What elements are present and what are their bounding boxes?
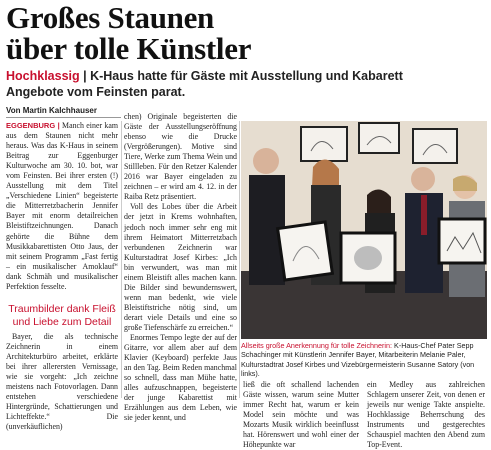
byline: Von Martin Kalchhauser bbox=[6, 106, 97, 115]
article-column-4 bbox=[367, 380, 485, 450]
subheadline-kicker: Hochklassig bbox=[6, 69, 80, 83]
lead-paragraph-text: Manch einer kam aus dem Staunen nicht mehr heraus. Was das K-Haus in seinem Beitrag zur Eggenburger Kulturwoche am 30. 10. bot, war vom Feinsten. Bei ihrer ersten (!) Ausstellung mit dem Titel „Verschiedene Linien“ begeisterte die Mitterretzbacherin Jennifer Bayer mit enorm detailreichen Bleistiftzeichnungen. Danach gehörte die Bühne dem Musikkabarettisten Otto Jaus, der mit seinem Programm „Fast fertig – ein musikalischer Amoklauf“ dank Schmäh und musikalischer Perfektion fesselte. bbox=[6, 121, 118, 291]
article-column-3 bbox=[243, 380, 359, 450]
article-column-1-continued bbox=[6, 332, 118, 432]
body-paragraph: Bayer, die als technische Zeichnerin in einem Architekturbüro arbeitet, erklärte bei ihrer allerersten Vernissage, wie sie vorgeht: „Ich zeichne meistens nach Fotovorlagen. Dann entstehen verschiedene Hintergründe, Schattierungen und Lichteffekte.“ Die (unverkäuflichen) bbox=[6, 332, 118, 432]
subheadline bbox=[6, 68, 436, 100]
headline-line-2: über tolle Künstler bbox=[6, 31, 252, 66]
caption-lead: Allseits große Anerkennung für tolle Zeichnerin: bbox=[241, 341, 393, 350]
subheadline-text: | K-Haus hatte für Gäste mit Ausstellung und Kabarett Angebote vom Feinsten parat. bbox=[6, 69, 403, 99]
byline-divider bbox=[6, 117, 121, 118]
event-photo bbox=[241, 121, 487, 339]
caption-text: K-Haus-Chef Pater Sepp Schachinger mit Künstlerin Jennifer Bayer, Mitarbeiterin Melanie Paler, Kulturstadtrat Josef Kirbes und Vizebürgermeisterin Susanne Satory (von links). bbox=[241, 341, 475, 378]
column-divider bbox=[121, 121, 122, 398]
event-photo-illustration bbox=[241, 121, 487, 339]
body-paragraph: ein Medley aus zahlreichen Schlagern unserer Zeit, von denen er jeweils nur wenige Takte anspielte. Hochklassige Beherrschung des Instruments und gestgerechtes Schauspiel machten den Abend zum Top-Event. bbox=[367, 380, 485, 450]
dateline: EGGENBURG | bbox=[6, 121, 60, 130]
body-paragraph: ließ die oft schallend lachenden Gäste wissen, warum seine Mutter immer Recht hat, warum er kein Model sein möchte und was Mozarts Musik wirklich beeinflusst hat. Hörenswert und wohl einer der Höhepunkte war bbox=[243, 380, 359, 450]
column-divider bbox=[239, 121, 240, 398]
photo-caption bbox=[241, 341, 487, 378]
body-paragraph: Voll des Lobes über die Arbeit der jetzt in Krems wohnhaften, jedoch noch immer sehr eng mit ihrem Heimatort Mitterretzbach verbundenen Zeichnerin war Kulturstadtrat Josef Kirbes: „Ich bin verwundert, was man mit einem Bleistift alles machen kann. Die Bilder sind bewundernswert, wenn man bedenkt, wie viele Bleistiftstriche nötig sind, um derart viele Details und eine so große Tiefenschärfe zu erreichen.“ bbox=[124, 202, 237, 332]
headline bbox=[6, 2, 476, 64]
pull-quote: Traumbilder dank Fleiß und Liebe zum Detail bbox=[8, 303, 116, 328]
article-column-2 bbox=[124, 112, 237, 423]
lead-paragraph bbox=[6, 121, 118, 292]
headline-line-1: Großes Staunen bbox=[6, 0, 214, 35]
body-paragraph: chen) Originale begeisterten die Gäste der Ausstellungseröffnung ebenso wie die Drucke (Vergrößerungen). Motive sind Tiere, Werke zum Thema Wein und Stillleben. Für den Retzer Kalender 2016 war Bayer eingeladen zu zeichnen – er wird am 4. 12. in der Raiba Retz präsentiert. bbox=[124, 112, 237, 202]
body-paragraph: Enormes Tempo legte der auf der Gitarre, vor allem aber auf dem Klavier (Keyboard) perfekte Jaus an den Tag. Beim Reden manchmal so schnell, dass man Mühe hatte, alles aufzuschnappen, begeisterte der junge Kabarettist mit Erzählungen aus dem Leben, wie sie jeder kennt, und bbox=[124, 333, 237, 423]
article-column-1 bbox=[6, 121, 118, 303]
